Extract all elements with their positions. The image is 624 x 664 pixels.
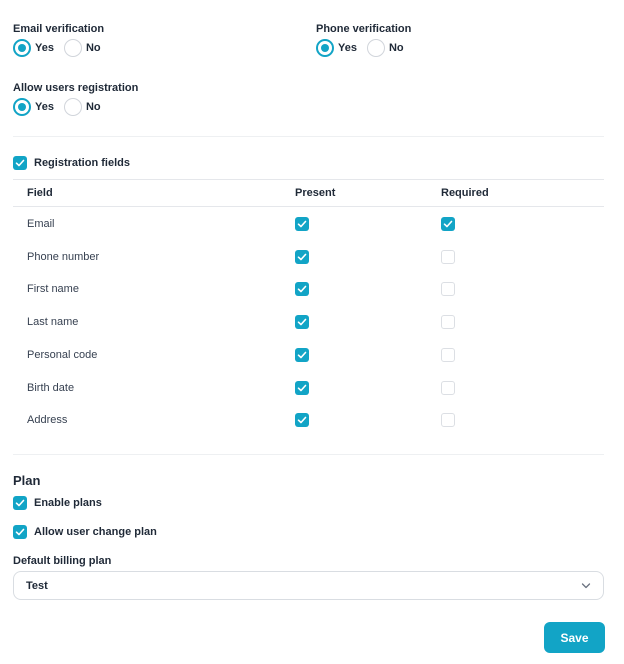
check-icon: [15, 158, 25, 168]
allow-registration-label: Allow users registration: [13, 82, 139, 94]
default-billing-plan-value: Test: [26, 580, 48, 592]
save-button[interactable]: Save: [544, 622, 605, 653]
required-checkbox[interactable]: [441, 250, 455, 264]
default-billing-plan-label: Default billing plan: [13, 555, 112, 567]
present-checkbox[interactable]: [295, 250, 309, 264]
allow-change-plan-checkbox[interactable]: [13, 525, 27, 539]
field-name: Last name: [27, 316, 79, 328]
divider: [13, 454, 604, 455]
allow-registration-yes-radio[interactable]: [13, 98, 31, 116]
check-icon: [297, 219, 307, 229]
required-checkbox[interactable]: [441, 217, 455, 231]
present-checkbox[interactable]: [295, 413, 309, 427]
required-checkbox[interactable]: [441, 315, 455, 329]
registration-fields-checkbox[interactable]: [13, 156, 27, 170]
enable-plans-toggle: [13, 496, 102, 510]
allow-registration-no-label: No: [85, 101, 101, 113]
present-checkbox[interactable]: [295, 381, 309, 395]
present-checkbox[interactable]: [295, 348, 309, 362]
registration-fields-label: Registration fields: [34, 157, 130, 169]
allow-change-plan-toggle: [13, 525, 157, 539]
plan-section-title: Plan: [13, 473, 41, 488]
column-header-required: Required: [441, 187, 489, 199]
enable-plans-checkbox[interactable]: [13, 496, 27, 510]
phone-verification-yes-radio[interactable]: [316, 39, 334, 57]
check-icon: [15, 498, 25, 508]
email-verification-no-label: No: [85, 42, 101, 54]
email-verification-yes-label: Yes: [35, 42, 54, 54]
present-checkbox[interactable]: [295, 315, 309, 329]
check-icon: [297, 350, 307, 360]
phone-verification-no-radio[interactable]: [367, 39, 385, 57]
allow-registration-group: [13, 98, 111, 116]
required-checkbox[interactable]: [441, 413, 455, 427]
registration-fields-toggle: [13, 156, 130, 170]
email-verification-yes-radio[interactable]: [13, 39, 31, 57]
email-verification-no-radio[interactable]: [64, 39, 82, 57]
phone-verification-label: Phone verification: [316, 23, 412, 35]
field-name: First name: [27, 283, 79, 295]
table-top-border: [13, 179, 604, 180]
required-checkbox[interactable]: [441, 348, 455, 362]
required-checkbox[interactable]: [441, 282, 455, 296]
email-verification-label: Email verification: [13, 23, 105, 35]
required-checkbox[interactable]: [441, 381, 455, 395]
field-name: Phone number: [27, 251, 100, 263]
enable-plans-label: Enable plans: [34, 497, 102, 509]
field-name: Birth date: [27, 382, 75, 394]
email-verification-group: [13, 39, 111, 57]
phone-verification-yes-label: Yes: [338, 42, 357, 54]
chevron-down-icon: [581, 582, 591, 590]
check-icon: [15, 527, 25, 537]
field-name: Personal code: [27, 349, 98, 361]
check-icon: [443, 219, 453, 229]
default-billing-plan-select[interactable]: [13, 571, 604, 600]
check-icon: [297, 415, 307, 425]
column-header-field: Field: [27, 187, 53, 199]
allow-registration-yes-label: Yes: [35, 101, 54, 113]
present-checkbox[interactable]: [295, 282, 309, 296]
divider: [13, 136, 604, 137]
phone-verification-no-label: No: [388, 42, 404, 54]
field-name: Address: [27, 414, 68, 426]
allow-registration-no-radio[interactable]: [64, 98, 82, 116]
field-name: Email: [27, 218, 55, 230]
check-icon: [297, 317, 307, 327]
check-icon: [297, 252, 307, 262]
phone-verification-group: [316, 39, 414, 57]
present-checkbox[interactable]: [295, 217, 309, 231]
table-header-border: [13, 206, 604, 207]
check-icon: [297, 284, 307, 294]
column-header-present: Present: [295, 187, 336, 199]
allow-change-plan-label: Allow user change plan: [34, 526, 157, 538]
check-icon: [297, 383, 307, 393]
